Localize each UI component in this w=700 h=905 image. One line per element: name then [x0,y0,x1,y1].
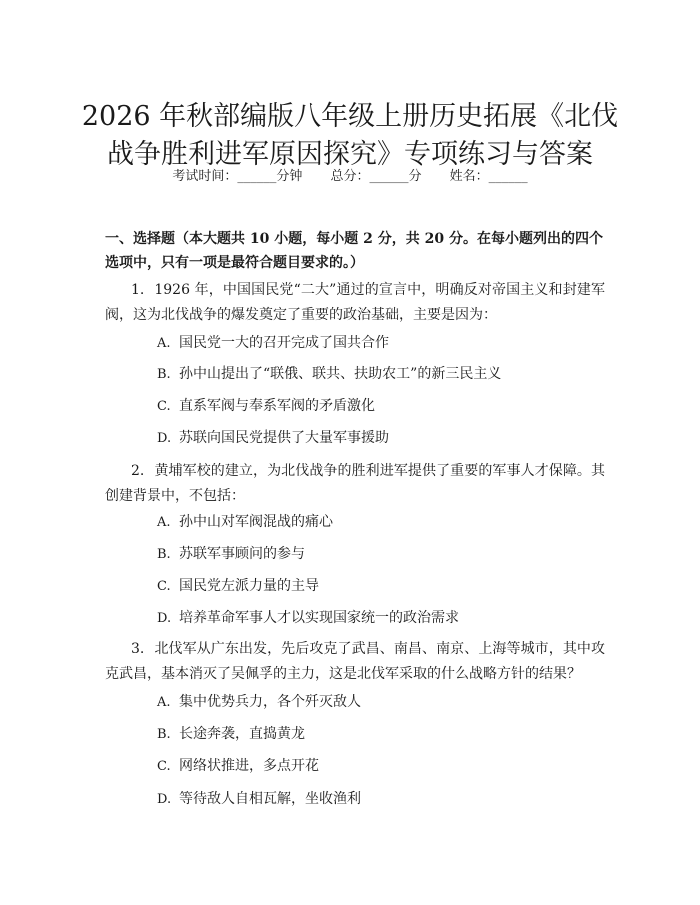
question-2 [105,459,605,509]
question-1-option-a [157,333,597,354]
question-2-option-b [157,544,597,565]
option-letter: D. [157,792,172,807]
option-text: 集中优势兵力，各个歼灭敌人 [179,694,361,710]
exam-time-field: 考试时间：______分钟 [172,169,303,184]
total-score-field: 总分：______分 [330,169,422,184]
option-text: 直系军阀与奉系军阀的矛盾激化 [179,398,375,414]
question-text: 黄埔军校的建立，为北伐战争的胜利进军提供了重要的军事人才保障。其创建背景中，不包括： [105,463,605,504]
question-2-option-c [157,576,597,597]
option-letter: C. [157,759,171,774]
question-number: 2. [131,463,145,479]
question-1-option-b [157,364,597,385]
option-letter: C. [157,579,171,594]
option-letter: D. [157,611,172,626]
option-text: 长途奔袭，直捣黄龙 [179,726,305,742]
option-text: 网络状推进，多点开花 [179,758,319,774]
option-text: 国民党一大的召开完成了国共合作 [179,335,389,351]
title-line-1: 2026 年秋部编版八年级上册历史拓展《北伐 [81,101,619,133]
option-text: 苏联军事顾问的参与 [179,546,305,562]
option-text: 孙中山提出了“联俄、联共、扶助农工”的新三民主义 [179,366,502,382]
question-text: 1926 年，中国国民党“二大”通过的宣言中，明确反对帝国主义和封建军阀，这为北伐战争的爆发奠定了重要的政治基础，主要是因为： [105,282,605,323]
question-3-option-d [157,789,597,810]
exam-info [0,168,700,186]
option-letter: A. [157,515,171,530]
option-letter: B. [157,547,171,562]
option-text: 苏联向国民党提供了大量军事援助 [179,430,389,446]
option-text: 培养革命军事人才以实现国家统一的政治需求 [179,610,459,626]
option-letter: A. [157,695,171,710]
option-letter: C. [157,399,171,414]
question-number: 3. [131,641,145,657]
option-letter: B. [157,727,171,742]
question-2-option-a [157,512,597,533]
option-text: 国民党左派力量的主导 [179,578,319,594]
question-3 [105,637,605,687]
question-text: 北伐军从广东出发，先后攻克了武昌、南昌、南京、上海等城市，其中攻克武昌，基本消灭了吴佩孚的主力，这是北伐军采取的什么战略方针的结果？ [105,641,605,682]
question-3-option-a [157,692,597,713]
section-heading: 一、选择题（本大题共 10 小题，每小题 2 分，共 20 分。在每小题列出的四个选项中，只有一项是最符合题目要求的。） [105,231,603,271]
student-name-field: 姓名：______ [449,169,528,184]
question-1-option-d [157,428,597,449]
option-text: 等待敌人自相瓦解，坐收渔利 [179,791,361,807]
question-1 [105,278,605,328]
question-3-option-c [157,756,597,777]
question-2-option-d [157,608,597,629]
document-title [60,98,640,174]
option-letter: B. [157,367,171,382]
question-1-option-c [157,396,597,417]
option-text: 孙中山对军阀混战的痛心 [179,514,333,530]
option-letter: A. [157,336,171,351]
question-3-option-b [157,724,597,745]
question-number: 1. [131,282,145,298]
option-letter: D. [157,431,172,446]
title-line-2: 战争胜利进军原因探究》专项练习与答案 [107,139,593,171]
